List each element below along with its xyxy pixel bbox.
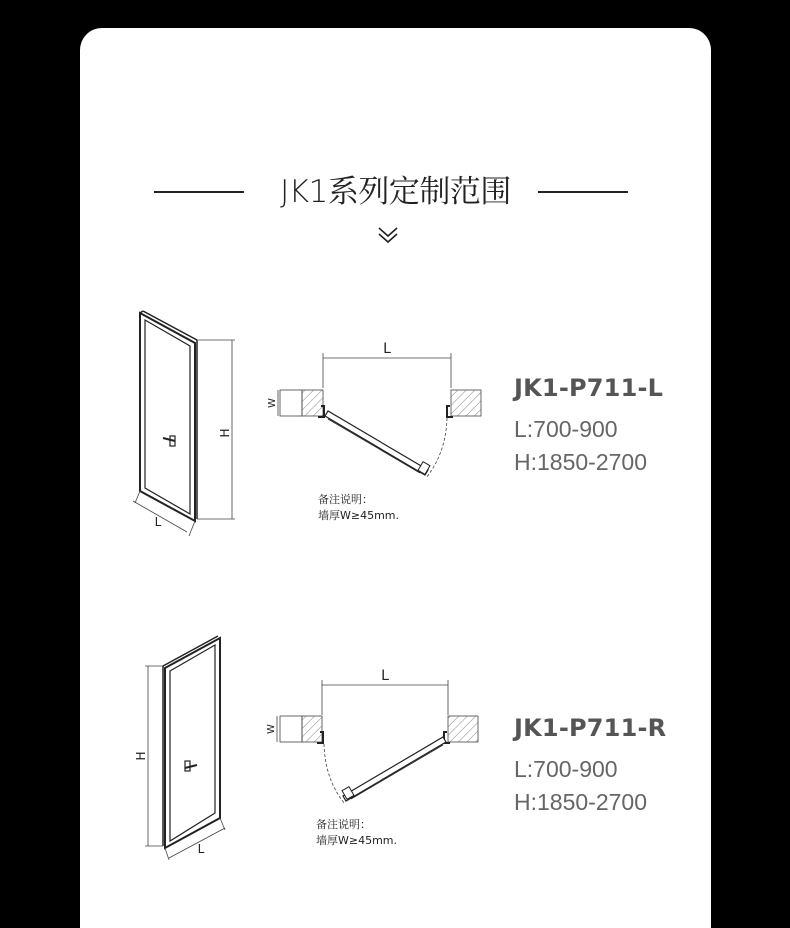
height-dimension-label: H [218,428,232,438]
door-frame-icon [125,623,255,883]
note-text: 墙厚W≥45mm. [318,509,400,522]
double-chevron-down-icon [377,225,399,245]
product-note [318,492,399,524]
door-frame-icon [125,278,255,548]
content-card [80,28,711,928]
length-dimension-label: L [154,515,162,529]
wall-thickness-label: W [267,398,278,408]
length-dimension-label: L [197,842,205,856]
note-text: 墙厚W≥45mm. [316,834,398,847]
title-rule-right [538,191,628,193]
wall-thickness-label: W [266,724,277,734]
product-height-range: H:1850-2700 [514,449,647,475]
product-width-range: L:700-900 [514,416,618,442]
door-swing-plan-icon [260,333,490,483]
product-model: JK1-P711-R [514,714,667,742]
product-model: JK1-P711-L [514,374,664,402]
page-title: JK1系列定制范围 [280,174,511,210]
product-note [316,817,397,849]
section-header [80,168,711,216]
height-dimension-label: H [134,751,148,761]
note-title: 备注说明： [316,818,371,831]
product-height-range: H:1850-2700 [514,789,647,815]
product-width-range: L:700-900 [514,756,618,782]
plan-length-label: L [381,668,389,684]
note-title: 备注说明： [318,493,373,506]
plan-length-label: L [383,341,391,357]
door-swing-plan-icon [260,660,490,810]
